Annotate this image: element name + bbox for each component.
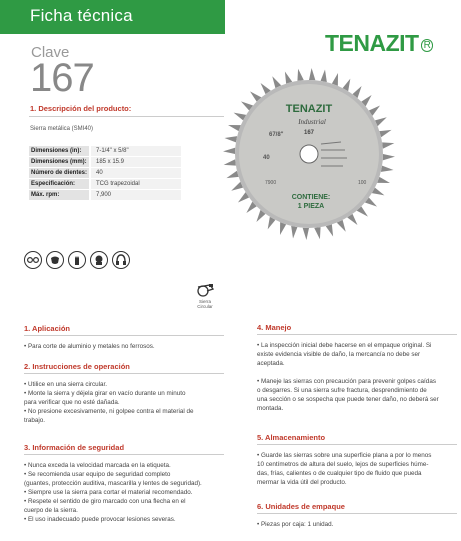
blade-tooth bbox=[285, 71, 292, 83]
spec-label: Dimensiones (in): bbox=[29, 146, 89, 156]
tool-label-line2: Circular bbox=[197, 304, 213, 309]
saw-blade-image bbox=[221, 66, 397, 242]
blade-tooth bbox=[225, 136, 238, 142]
section-divider bbox=[257, 334, 457, 335]
section-line: • La inspección inicial debe hacerse en el empaque original. Si bbox=[257, 342, 432, 349]
spec-row bbox=[29, 179, 179, 189]
description-title: 1. Descripción del producto: bbox=[30, 104, 132, 113]
section-line: • El uso inadecuado puede provocar lesiones severas. bbox=[24, 516, 176, 523]
tool-label-line1: Sierra bbox=[198, 299, 211, 304]
section-line: • Respete el sentido de giro marcado con una flecha en el bbox=[24, 498, 186, 505]
section-line: • Nunca exceda la velocidad marcada en la etiqueta. bbox=[24, 462, 171, 469]
registered-mark: R bbox=[421, 39, 434, 52]
brand-name: TENAZIT bbox=[325, 30, 419, 56]
blade-contents-1: CONTIENE: bbox=[291, 194, 331, 201]
section-line: o desgarres. Si una sierra sufre fractura, desprendimiento de bbox=[257, 387, 427, 394]
face-shield-icon bbox=[90, 251, 108, 269]
circular-saw-icon bbox=[195, 282, 215, 298]
brand-logo bbox=[325, 30, 433, 57]
section-title: 2. Instrucciones de operación bbox=[24, 362, 130, 371]
blade-brand: TENAZIT bbox=[285, 103, 333, 115]
section-line bbox=[257, 368, 457, 377]
section-line: • Monte la sierra y déjela girar en vacío durante un minuto bbox=[24, 390, 186, 397]
blade-tooth bbox=[224, 159, 236, 165]
page-title: Ficha técnica bbox=[30, 6, 133, 25]
description-text: Sierra metálica (SMI40) bbox=[30, 126, 94, 132]
ear-protection-icon bbox=[112, 251, 130, 269]
section-divider bbox=[24, 454, 224, 455]
section-line: 10 centímetros de altura del suelo, lejos de superficies húme- bbox=[257, 461, 429, 468]
blade-tooth bbox=[297, 69, 303, 81]
spec-row bbox=[29, 157, 179, 167]
spec-value-bg bbox=[91, 168, 181, 178]
blade-tooth bbox=[303, 228, 309, 240]
section-body bbox=[257, 341, 457, 413]
section-line: (guantes, protección auditiva, mascarilla y lentes de seguridad). bbox=[24, 480, 202, 487]
blade-tooth bbox=[291, 226, 297, 239]
blade-model: 167 bbox=[303, 130, 315, 136]
spec-value: TCG trapezoidal bbox=[96, 181, 140, 187]
spec-value: 185 x 15.9 bbox=[96, 159, 125, 165]
section-line: • Siempre use la sierra para cortar el material recomendado. bbox=[24, 489, 193, 496]
section-line: • Se recomienda usar equipo de seguridad completo bbox=[24, 471, 171, 478]
blade-tooth bbox=[321, 70, 327, 83]
section-divider bbox=[257, 513, 457, 514]
header-bar bbox=[0, 0, 225, 34]
section-title: 1. Aplicación bbox=[24, 324, 70, 333]
section-body bbox=[257, 451, 457, 487]
section-line: trabajo. bbox=[24, 417, 46, 424]
blade-contents-2: 1 PIEZA bbox=[297, 203, 325, 210]
blade-rpm: 7900 bbox=[265, 180, 277, 186]
spec-label: Número de dientes: bbox=[31, 170, 88, 176]
section-line: • Guarde las sierras sobre una superficie plana a por lo menos bbox=[257, 452, 432, 459]
section-line: montada. bbox=[257, 405, 284, 412]
blade-tooth bbox=[314, 227, 320, 239]
blade-other: 100 bbox=[358, 180, 367, 186]
blade-tooth bbox=[383, 154, 395, 160]
section-line: das, frías, calientes o de cualquier tipo de fluido que pueda bbox=[257, 470, 422, 477]
section-title: 5. Almacenamiento bbox=[257, 433, 326, 442]
spec-label: Especificación: bbox=[29, 179, 89, 189]
blade-tooth bbox=[226, 171, 238, 178]
clave-label: Clave bbox=[31, 44, 70, 61]
section-line: • No presione excesivamente, ni golpee contra el material de bbox=[24, 408, 194, 415]
spec-value: 7,900 bbox=[96, 192, 112, 198]
blade-size: 67/8" bbox=[269, 132, 284, 138]
section-title: 6. Unidades de empaque bbox=[257, 502, 345, 511]
section-line: • Maneje las sierras con precaución para prevenir golpes caídas bbox=[257, 378, 436, 385]
section-divider bbox=[24, 335, 224, 336]
gloves-icon bbox=[68, 251, 86, 269]
blade-teeth-count: 40 bbox=[263, 155, 270, 161]
spec-row bbox=[29, 190, 179, 200]
section-title: 3. Información de seguridad bbox=[24, 443, 125, 452]
arbor-hole bbox=[300, 145, 318, 163]
mask-icon bbox=[46, 251, 64, 269]
blade-tooth bbox=[309, 68, 315, 80]
spec-row bbox=[29, 168, 179, 178]
blade-tooth bbox=[379, 130, 391, 137]
divider bbox=[29, 116, 224, 117]
section-body bbox=[24, 461, 224, 524]
spec-row bbox=[29, 146, 179, 156]
section-line: existe evidencia visible de daño, la mercancía no debe ser bbox=[257, 351, 421, 358]
section-divider bbox=[24, 373, 224, 374]
blade-tooth bbox=[382, 142, 394, 148]
section-line: para verificar que no esté dañada. bbox=[24, 399, 120, 406]
spec-label: Dimensiones (mm): bbox=[29, 157, 89, 167]
section-line: aceptada. bbox=[257, 360, 285, 367]
section-body bbox=[24, 380, 224, 425]
clave-number: 167 bbox=[30, 56, 94, 100]
section-body bbox=[24, 342, 224, 351]
spec-value: 40 bbox=[96, 170, 103, 176]
blade-tooth bbox=[381, 166, 394, 172]
section-title: 4. Manejo bbox=[257, 323, 292, 332]
section-line: • Para corte de aluminio y metales no ferrosos. bbox=[24, 343, 155, 350]
section-line: • Utilice en una sierra circular. bbox=[24, 381, 108, 388]
spec-label: Máx. rpm: bbox=[29, 190, 89, 200]
section-line: mermar la vida útil del producto. bbox=[257, 479, 347, 486]
section-divider bbox=[257, 444, 457, 445]
goggles-icon bbox=[24, 251, 42, 269]
blade-tooth bbox=[326, 224, 333, 236]
section-line: cuerpo de la sierra. bbox=[24, 507, 78, 514]
spec-value: 7-1/4" x 5/8" bbox=[96, 148, 129, 154]
section-line: una sección o se sospecha que puede tener daño, no deberá ser bbox=[257, 396, 439, 403]
tool-label bbox=[186, 299, 224, 309]
blade-tooth bbox=[223, 148, 235, 154]
blade-subtitle: Industrial bbox=[298, 118, 326, 126]
section-line: • Piezas por caja: 1 unidad. bbox=[257, 521, 334, 528]
section-body bbox=[257, 520, 457, 529]
